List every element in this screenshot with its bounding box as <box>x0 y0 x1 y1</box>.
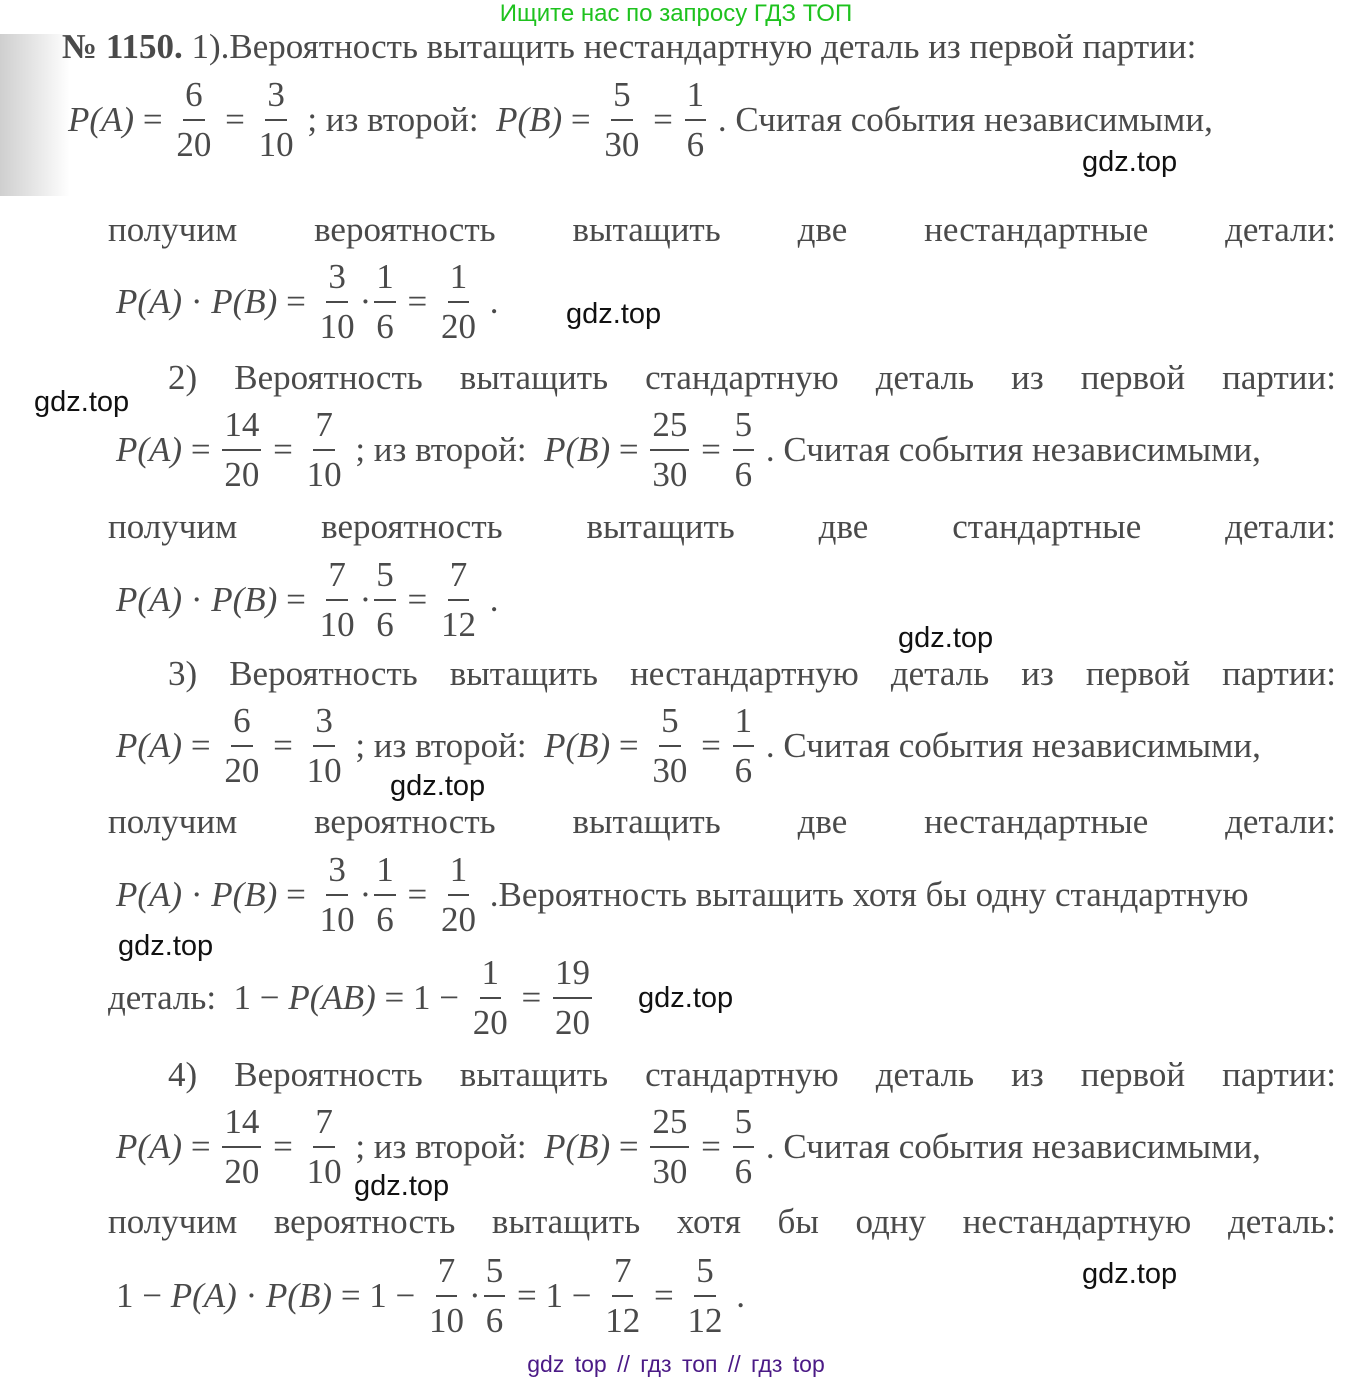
text: получим <box>108 802 238 841</box>
text: = <box>216 100 254 139</box>
text: = 1 − <box>332 1276 425 1315</box>
text: . Считая события независимыми, <box>757 726 1261 765</box>
text: = <box>692 1127 730 1166</box>
text: 1).Вероятность вытащить нестандартную деталь из первой партии: <box>182 27 1197 66</box>
numerator: 3 <box>326 253 348 303</box>
denominator: 10 <box>319 307 355 346</box>
text: 3) <box>168 654 198 693</box>
text: детали: <box>1225 802 1336 841</box>
watermark: gdz.top <box>566 298 662 330</box>
denominator: 30 <box>652 1152 688 1191</box>
math-expression: P(A) <box>170 1276 237 1315</box>
text: ; из второй: <box>346 726 545 765</box>
fraction <box>439 253 478 351</box>
watermark: gdz.top <box>1082 1258 1178 1290</box>
numerator: 14 <box>222 1098 261 1148</box>
numerator: 1 <box>685 71 707 121</box>
text: . <box>480 282 499 321</box>
watermark: gdz.top <box>34 386 130 418</box>
watermark: gdz.top <box>354 1170 450 1202</box>
text: 2) <box>168 358 198 397</box>
text: · <box>359 875 372 914</box>
denominator: 6 <box>734 1152 753 1191</box>
numerator: 5 <box>733 401 755 451</box>
text: Вероятность <box>234 1055 423 1094</box>
text: вероятность <box>314 210 496 249</box>
text: .Вероятность вытащить хотя бы одну стандартную <box>480 875 1249 914</box>
text: детали: <box>1225 507 1336 546</box>
denominator: 10 <box>429 1301 465 1340</box>
text: . Считая события независимыми, <box>709 100 1213 139</box>
denominator: 6 <box>734 455 753 494</box>
solution-line <box>108 507 1336 547</box>
text: первой <box>1085 654 1191 693</box>
numerator: 6 <box>183 71 205 121</box>
denominator: 12 <box>440 605 476 644</box>
fraction <box>174 71 213 169</box>
denominator: 12 <box>605 1301 641 1340</box>
text: вытащить <box>572 802 721 841</box>
text: · <box>182 282 212 321</box>
fraction <box>257 71 296 169</box>
text: · <box>469 1276 481 1315</box>
solution-line <box>116 401 1261 499</box>
text: · <box>359 282 372 321</box>
text: · <box>359 580 372 619</box>
denominator: 10 <box>319 605 355 644</box>
text: Вероятность <box>234 358 423 397</box>
text: получим <box>108 1202 238 1241</box>
fraction <box>484 1247 506 1345</box>
text: получим <box>108 210 238 249</box>
fraction <box>439 551 478 649</box>
text: = <box>692 726 730 765</box>
math-expression: P(B) <box>544 430 611 469</box>
math-expression: P(B) <box>265 1276 333 1315</box>
math-expression: P(B) <box>544 726 611 765</box>
text: нестандартную <box>630 654 859 693</box>
denominator: 10 <box>306 455 342 494</box>
solution-line <box>116 551 498 649</box>
text: . Считая события независимыми, <box>757 1127 1261 1166</box>
denominator: 10 <box>319 900 355 939</box>
fraction <box>374 846 396 944</box>
numerator: 1 <box>374 253 396 303</box>
watermark: gdz.top <box>390 770 486 802</box>
fraction <box>439 846 478 944</box>
math-expression: P(A) <box>116 726 183 765</box>
text: первой <box>1080 1055 1186 1094</box>
text: = <box>610 726 648 765</box>
fraction <box>685 1247 724 1345</box>
denominator: 30 <box>652 751 688 790</box>
numerator: 7 <box>448 551 470 601</box>
text: детали: <box>1225 210 1336 249</box>
denominator: 30 <box>652 455 688 494</box>
numerator: 7 <box>313 1098 335 1148</box>
solution-line <box>168 654 1336 694</box>
text: = <box>264 1127 302 1166</box>
text: = <box>644 100 682 139</box>
numerator: 3 <box>265 71 287 121</box>
denominator: 6 <box>485 1301 504 1340</box>
text: = 1 − <box>375 978 468 1017</box>
text: вытащить <box>459 1055 609 1094</box>
numerator: 5 <box>611 71 633 121</box>
numerator: 14 <box>222 401 261 451</box>
denominator: 6 <box>734 751 753 790</box>
problem-number: № 1150. <box>62 27 183 66</box>
text: = <box>264 726 302 765</box>
math-expression: P(A) <box>116 875 183 914</box>
text: 1 − <box>116 1276 171 1315</box>
text: = <box>264 430 302 469</box>
math-expression: P(A) <box>68 100 135 139</box>
math-expression: P(B) <box>211 282 278 321</box>
denominator: 20 <box>224 455 260 494</box>
solution-line <box>116 697 1261 795</box>
text: из <box>1011 1055 1044 1094</box>
fraction <box>553 949 592 1047</box>
text: · <box>182 580 212 619</box>
solution-line <box>108 210 1336 250</box>
denominator: 20 <box>555 1003 590 1042</box>
math-expression: P(B) <box>544 1127 611 1166</box>
fraction <box>733 1098 755 1196</box>
fraction <box>305 1098 344 1196</box>
text: две <box>818 507 869 546</box>
fraction <box>222 697 261 795</box>
numerator: 25 <box>650 401 689 451</box>
numerator: 5 <box>694 1247 716 1297</box>
numerator: 1 <box>480 949 502 999</box>
numerator: 5 <box>484 1247 506 1297</box>
text: партии: <box>1222 1055 1336 1094</box>
text: две <box>797 210 848 249</box>
fraction <box>602 71 641 169</box>
text: = <box>512 978 550 1017</box>
solution-line <box>116 846 1249 944</box>
solution-line <box>68 71 1213 169</box>
text: = <box>277 282 315 321</box>
solution-line <box>108 802 1336 842</box>
text: = <box>645 1276 683 1315</box>
fraction <box>650 697 689 795</box>
text: вероятность <box>314 802 496 841</box>
text: деталь <box>875 1055 975 1094</box>
text: партии: <box>1222 654 1336 693</box>
numerator: 1 <box>374 846 396 896</box>
math-expression: P(B) <box>211 875 278 914</box>
numerator: 1 <box>733 697 755 747</box>
text: деталь: <box>1227 1202 1336 1241</box>
text: = <box>182 430 220 469</box>
scan-shadow <box>0 34 70 196</box>
watermark: gdz.top <box>1082 146 1178 178</box>
text: = <box>277 875 315 914</box>
denominator: 10 <box>258 125 294 164</box>
denominator: 6 <box>376 605 394 644</box>
text: = <box>277 580 315 619</box>
fraction <box>374 551 396 649</box>
text: получим <box>108 507 238 546</box>
numerator: 5 <box>659 697 681 747</box>
text: первой <box>1080 358 1186 397</box>
numerator: 7 <box>612 1247 634 1297</box>
text: вероятность <box>321 507 503 546</box>
text: = <box>398 282 436 321</box>
numerator: 7 <box>326 551 348 601</box>
denominator: 10 <box>306 1152 342 1191</box>
math-expression: P(A) <box>116 580 183 619</box>
math-expression: P(A) <box>116 430 183 469</box>
denominator: 20 <box>440 307 476 346</box>
fraction <box>685 71 707 169</box>
fraction <box>222 1098 261 1196</box>
text: · <box>182 875 212 914</box>
text: . <box>727 1276 745 1315</box>
text: нестандартные <box>924 802 1149 841</box>
fraction <box>603 1247 642 1345</box>
text: вытащить <box>491 1202 641 1241</box>
text: · <box>236 1276 266 1315</box>
solution-line <box>168 358 1336 398</box>
text: = <box>182 1127 220 1166</box>
denominator: 6 <box>376 307 394 346</box>
text: из <box>1011 358 1044 397</box>
text: . Считая события независимыми, <box>757 430 1261 469</box>
text: = 1 − <box>508 1276 601 1315</box>
footer-links: gdz top // гдз топ // гдз top <box>527 1351 825 1377</box>
denominator: 20 <box>472 1003 508 1042</box>
solution-line <box>116 253 498 351</box>
numerator: 25 <box>650 1098 689 1148</box>
text: вероятность <box>273 1202 456 1241</box>
text: вытащить <box>586 507 735 546</box>
fraction <box>650 1098 689 1196</box>
text: = <box>610 1127 648 1166</box>
fraction <box>318 551 357 649</box>
text: деталь: 1 − <box>108 978 289 1017</box>
solution-line <box>116 1247 745 1345</box>
text: = <box>692 430 730 469</box>
numerator: 7 <box>436 1247 458 1297</box>
text: нестандартные <box>924 210 1149 249</box>
text: вытащить <box>572 210 721 249</box>
denominator: 12 <box>687 1301 723 1340</box>
fraction <box>471 949 510 1047</box>
text: ; из второй: <box>346 1127 545 1166</box>
watermark: gdz.top <box>638 982 734 1014</box>
solution-line <box>116 1098 1261 1196</box>
text: 4) <box>168 1055 198 1094</box>
denominator: 20 <box>224 1152 260 1191</box>
text: . <box>480 580 499 619</box>
solution-line <box>62 27 1288 67</box>
fraction <box>733 697 755 795</box>
denominator: 6 <box>376 900 394 939</box>
numerator: 1 <box>448 253 470 303</box>
numerator: 1 <box>448 846 470 896</box>
numerator: 5 <box>374 551 396 601</box>
fraction <box>222 401 261 499</box>
fraction <box>650 401 689 499</box>
solution-line <box>108 1202 1336 1242</box>
denominator: 20 <box>176 125 212 164</box>
numerator: 3 <box>313 697 335 747</box>
numerator: 7 <box>313 401 335 451</box>
fraction <box>427 1247 466 1345</box>
text: ; из второй: <box>298 100 497 139</box>
denominator: 30 <box>604 125 640 164</box>
denominator: 6 <box>686 125 705 164</box>
watermark: gdz.top <box>898 622 994 654</box>
text: из <box>1021 654 1054 693</box>
text: стандартную <box>645 358 839 397</box>
fraction <box>318 253 357 351</box>
math-expression: P(A) <box>116 1127 183 1166</box>
denominator: 10 <box>306 751 342 790</box>
fraction <box>374 253 396 351</box>
text: ; из второй: <box>346 430 545 469</box>
solution-line <box>108 949 595 1047</box>
solution-line <box>168 1055 1336 1095</box>
text: = <box>610 430 648 469</box>
text: деталь <box>875 358 975 397</box>
fraction <box>318 846 357 944</box>
text: хотя <box>676 1202 741 1241</box>
text: Вероятность <box>229 654 418 693</box>
numerator: 6 <box>231 697 253 747</box>
denominator: 20 <box>440 900 476 939</box>
search-hint-banner: Ищите нас по запросу ГДЗ ТОП <box>499 0 853 27</box>
fraction <box>305 401 344 499</box>
text: одну <box>855 1202 926 1241</box>
math-expression: P(A) <box>116 282 183 321</box>
text: = <box>562 100 600 139</box>
math-expression: P(AB) <box>288 978 376 1017</box>
fraction <box>733 401 755 499</box>
text: вытащить <box>459 358 609 397</box>
text: вытащить <box>449 654 599 693</box>
text: нестандартную <box>962 1202 1192 1241</box>
numerator: 3 <box>326 846 348 896</box>
watermark: gdz.top <box>118 930 214 962</box>
numerator: 19 <box>553 949 592 999</box>
text: стандартную <box>645 1055 839 1094</box>
text: = <box>398 580 436 619</box>
text: деталь <box>890 654 990 693</box>
text: = <box>134 100 172 139</box>
text: = <box>182 726 220 765</box>
numerator: 5 <box>733 1098 755 1148</box>
text: бы <box>777 1202 819 1241</box>
text: партии: <box>1222 358 1336 397</box>
text: две <box>797 802 848 841</box>
text: = <box>398 875 436 914</box>
math-expression: P(B) <box>496 100 563 139</box>
fraction <box>305 697 344 795</box>
denominator: 20 <box>224 751 260 790</box>
math-expression: P(B) <box>211 580 278 619</box>
text: стандартные <box>952 507 1142 546</box>
